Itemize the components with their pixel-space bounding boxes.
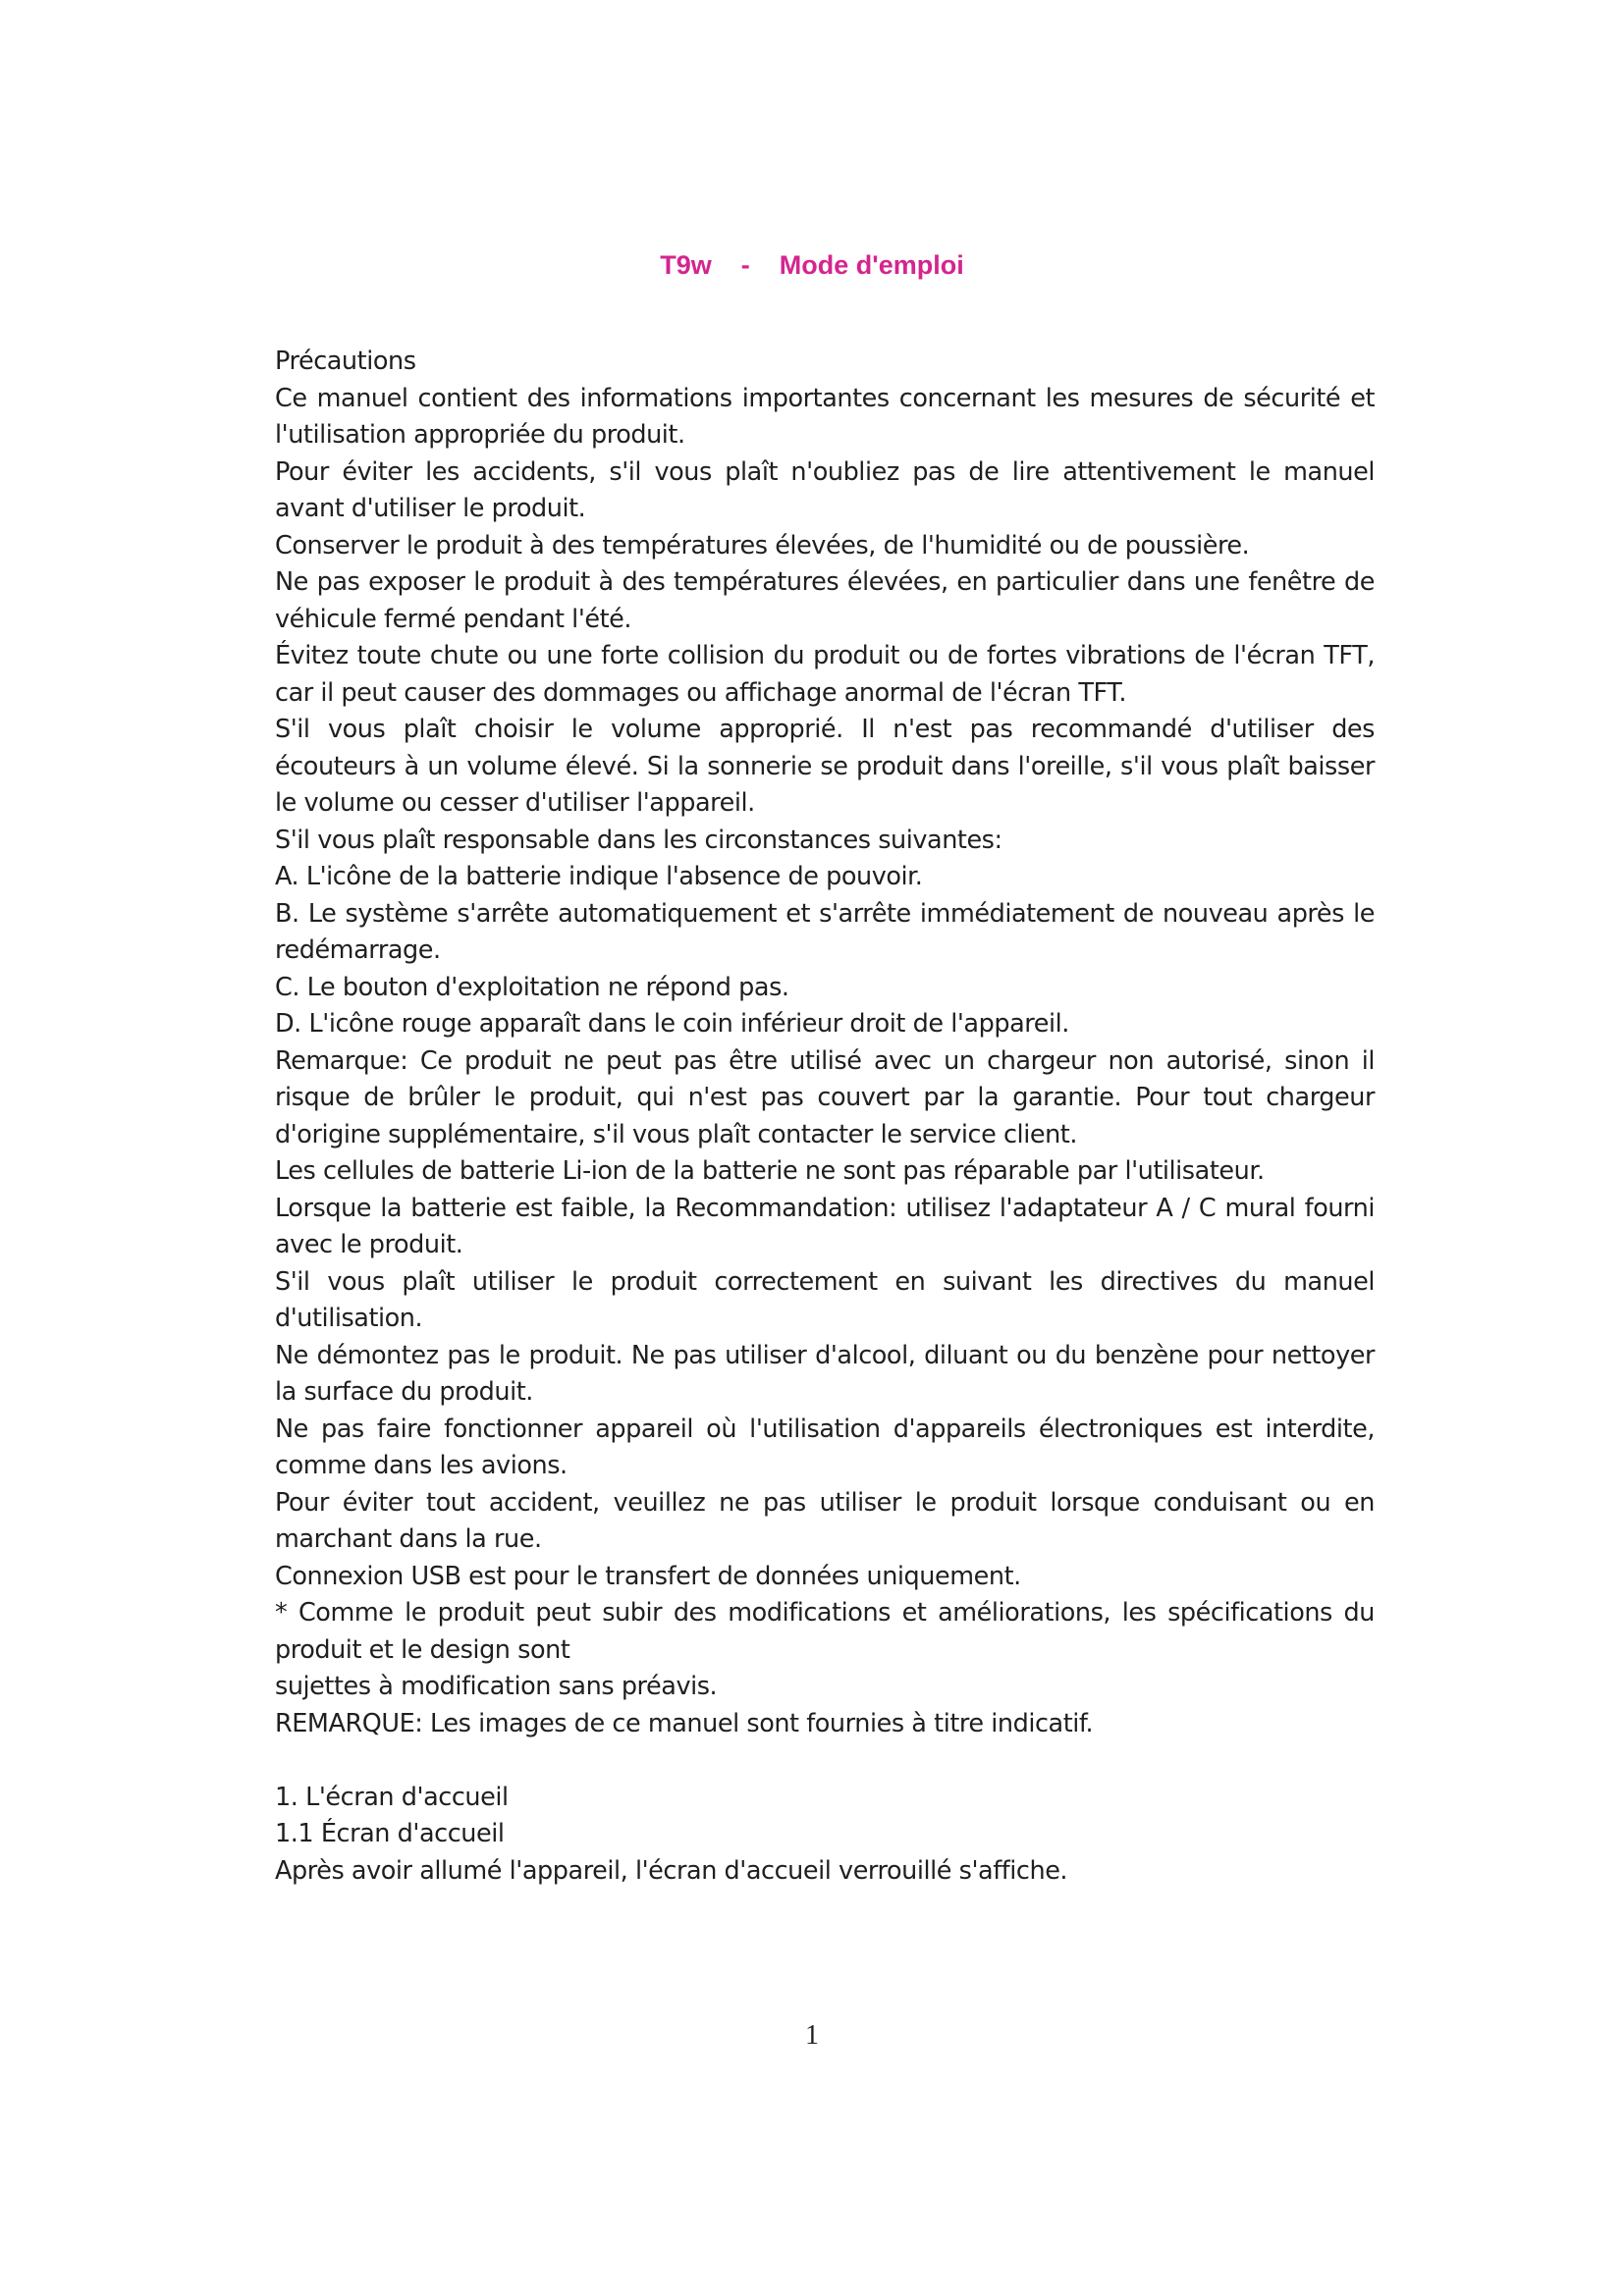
spacer <box>275 1742 1375 1780</box>
paragraph: Pour éviter les accidents, s'il vous plaît n'oubliez pas de lire attentivement le manuel avant d'utiliser le produit. <box>275 456 1375 523</box>
document-title <box>0 250 1624 281</box>
paragraph: REMARQUE: Les images de ce manuel sont fournies à titre indicatif. <box>275 1708 1094 1738</box>
paragraph: Évitez toute chute ou une forte collision du produit ou de fortes vibrations de l'écran TFT, car il peut causer des dommages ou affichage anormal de l'écran TFT. <box>275 641 1375 708</box>
list-item: B. Le système s'arrête automatiquement et s'arrête immédiatement de nouveau après le redémarrage. <box>275 898 1375 965</box>
paragraph: Conserver le produit à des températures élevées, de l'humidité ou de poussière. <box>275 530 1250 561</box>
title-separator: - <box>740 250 750 280</box>
paragraph: Pour éviter tout accident, veuillez ne pas utiliser le produit lorsque conduisant ou en marchant dans la rue. <box>275 1487 1375 1554</box>
list-item: A. L'icône de la batterie indique l'absence de pouvoir. <box>275 862 923 891</box>
section-heading: 1. L'écran d'accueil <box>275 1782 509 1812</box>
paragraph: sujettes à modification sans préavis. <box>275 1672 718 1701</box>
page-number: 1 <box>805 2020 819 2051</box>
paragraph: S'il vous plaît responsable dans les circonstances suivantes: <box>275 825 1002 855</box>
document-body <box>275 344 1375 1890</box>
section-text: Après avoir allumé l'appareil, l'écran d'accueil verrouillé s'affiche. <box>275 1855 1068 1886</box>
paragraph: Ne pas exposer le produit à des températures élevées, en particulier dans une fenêtre de véhicule fermé pendant l'été. <box>275 567 1375 634</box>
paragraph: Les cellules de batterie Li-ion de la batterie ne sont pas réparable par l'utilisateur. <box>275 1156 1265 1186</box>
paragraph: * Comme le produit peut subir des modifications et améliorations, les spécifications du produit et le design sont <box>275 1598 1375 1665</box>
paragraph: Ce manuel contient des informations importantes concernant les mesures de sécurité et l'utilisation appropriée du produit. <box>275 383 1375 450</box>
paragraph: S'il vous plaît utiliser le produit correctement en suivant les directives du manuel d'utilisation. <box>275 1266 1375 1333</box>
paragraph: Ne démontez pas le produit. Ne pas utiliser d'alcool, diluant ou du benzène pour nettoyer la surface du produit. <box>275 1340 1375 1407</box>
section-subheading: 1.1 Écran d'accueil <box>275 1819 505 1848</box>
paragraph: Lorsque la batterie est faible, la Recommandation: utilisez l'adaptateur A / C mural fourni avec le produit. <box>275 1193 1375 1259</box>
list-item: D. L'icône rouge apparaît dans le coin inférieur droit de l'appareil. <box>275 1009 1069 1039</box>
title-text: Mode d'emploi <box>779 250 964 280</box>
paragraph: Remarque: Ce produit ne peut pas être utilisé avec un chargeur non autorisé, sinon il risque de brûler le produit, qui n'est pas couvert par la garantie. Pour tout chargeur d'origine supplémentaire, s'il vous plaît contacter le service client. <box>275 1045 1375 1149</box>
paragraph: Connexion USB est pour le transfert de données uniquement. <box>275 1561 1021 1591</box>
list-item: C. Le bouton d'exploitation ne répond pas. <box>275 972 789 1002</box>
title-model: T9w <box>660 250 712 280</box>
paragraph: S'il vous plaît choisir le volume approprié. Il n'est pas recommandé d'utiliser des écouteurs à un volume élevé. Si la sonnerie se produit dans l'oreille, s'il vous plaît baisser le volume ou cesser d'utiliser l'appareil. <box>275 715 1375 818</box>
precautions-heading: Précautions <box>275 347 416 376</box>
paragraph: Ne pas faire fonctionner appareil où l'utilisation d'appareils électroniques est interdite, comme dans les avions. <box>275 1414 1375 1480</box>
